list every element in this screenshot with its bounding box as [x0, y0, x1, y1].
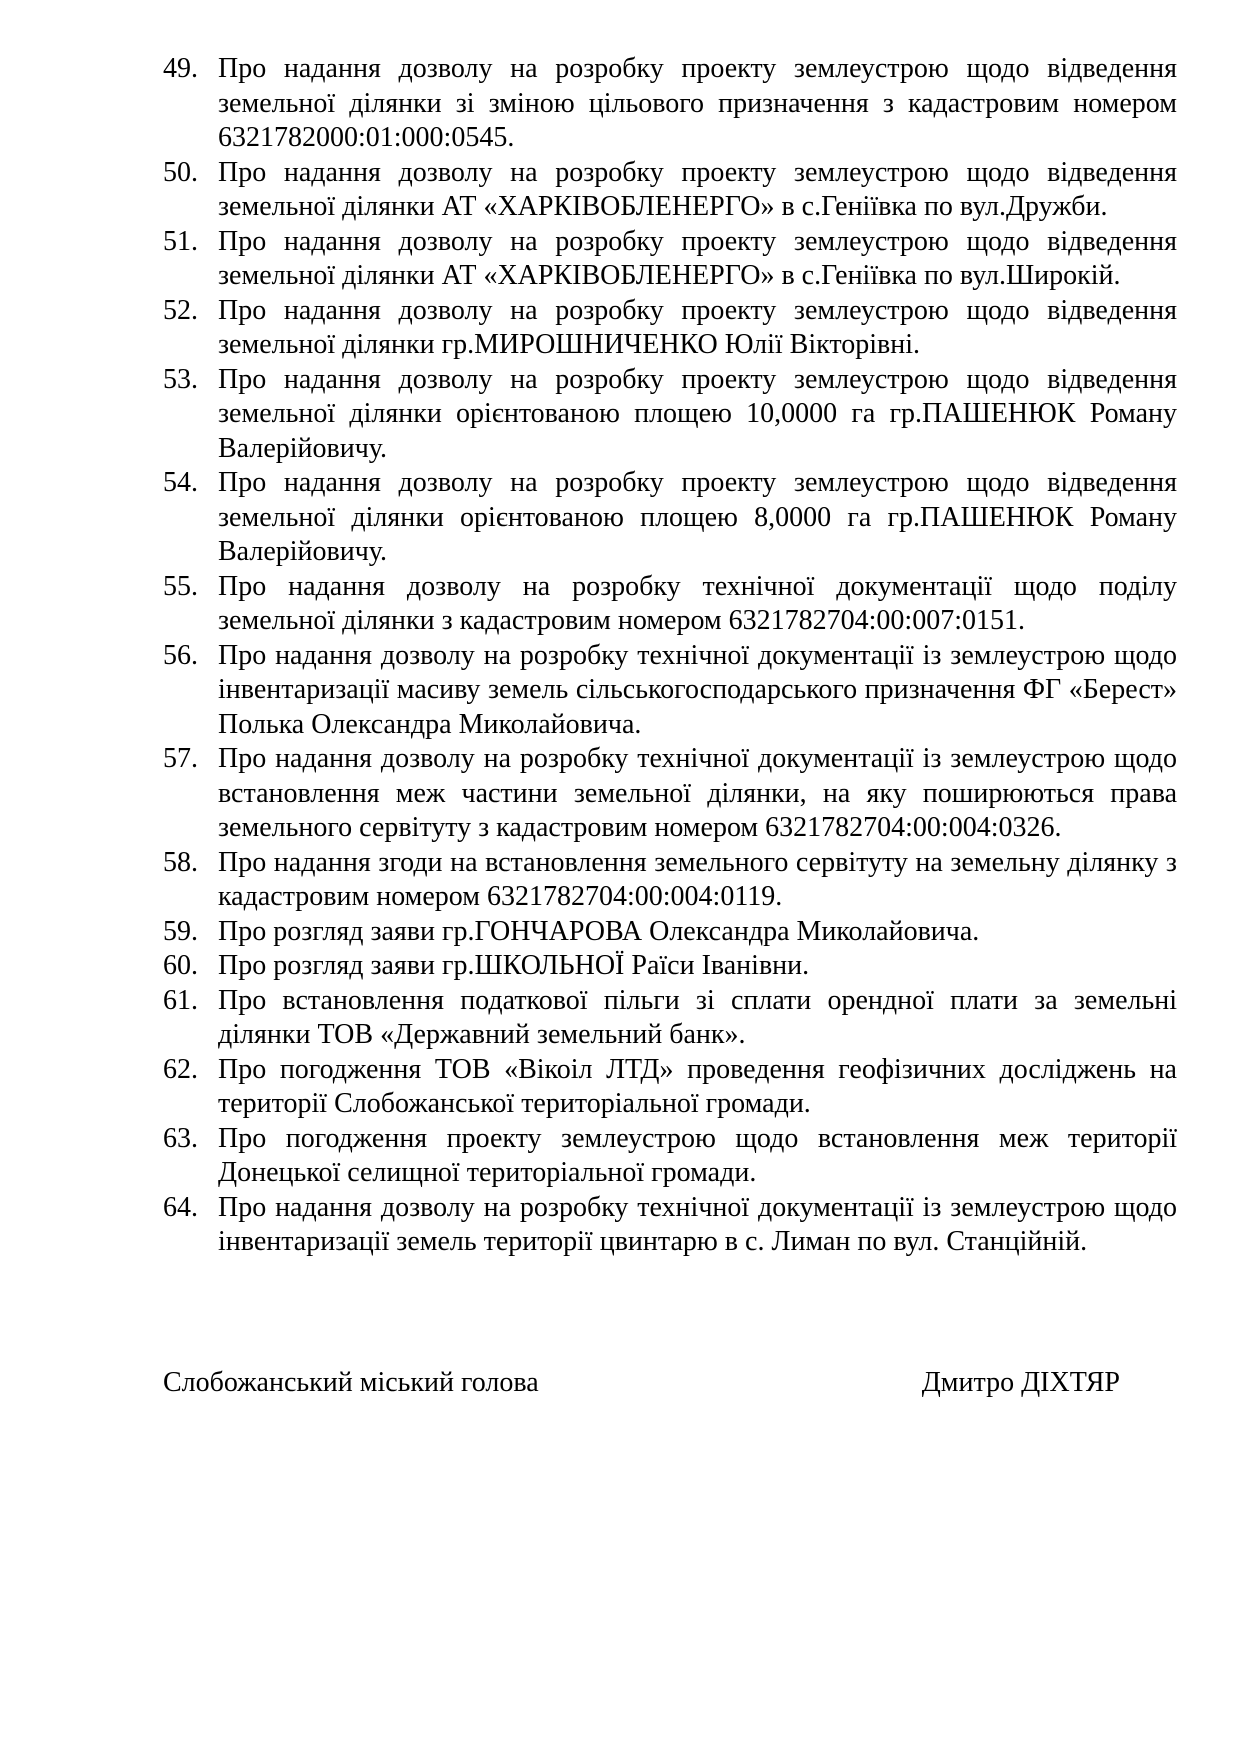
item-text: Про надання дозволу на розробку технічної документації із землеустрою щодо інвентаризації земель території цвинтарю в с. Лиман по вул. Станційній.: [218, 1191, 1177, 1257]
item-text: Про встановлення податкової пільги зі сплати орендної плати за земельні ділянки ТОВ «Державний земельний банк».: [218, 984, 1177, 1050]
item-text: Про надання дозволу на розробку проекту землеустрою щодо відведення земельної ділянки гр.МИРОШНИЧЕНКО Юлії Вікторівні.: [218, 294, 1177, 360]
item-number: 55.: [163, 570, 198, 602]
list-item: [163, 52, 1177, 156]
item-text: Про надання дозволу на розробку технічної документації щодо поділу земельної ділянки з кадастровим номером 6321782704:00:007:0151.: [218, 570, 1177, 636]
item-number: 60.: [163, 950, 198, 981]
signature-name: Дмитро ДІХТЯР: [921, 1366, 1120, 1398]
item-text: Про надання дозволу на розробку проекту землеустрою щодо відведення земельної ділянки орієнтованою площею 10,0000 га гр.ПАШЕНЮК Роману Валерійовичу.: [218, 363, 1177, 464]
item-number: 62.: [163, 1053, 198, 1085]
item-number: 61.: [163, 984, 198, 1016]
item-text: Про надання дозволу на розробку проекту землеустрою щодо відведення земельної ділянки зі зміною цільового призначення з кадастровим номером 6321782000:01:000:0545.: [218, 53, 1177, 153]
list-item: [163, 363, 1177, 467]
item-text: Про розгляд заяви гр.ШКОЛЬНОЇ Раїси Іванівни.: [218, 950, 810, 981]
list-item: [163, 225, 1177, 294]
list-item: [163, 846, 1177, 915]
item-number: 57.: [163, 743, 198, 774]
list-item: [163, 466, 1177, 570]
item-text: Про надання дозволу на розробку технічної документації із землеустрою щодо інвентаризації масиву земель сільськогосподарського призначення ФГ «Берест» Полька Олександра Миколайовича.: [218, 639, 1177, 740]
item-number: 54.: [163, 467, 198, 498]
document-page: [163, 52, 1177, 1400]
list-item: [163, 156, 1177, 225]
item-number: 51.: [163, 225, 198, 257]
item-number: 49.: [163, 53, 198, 84]
list-item: [163, 639, 1177, 743]
list-item: [163, 984, 1177, 1053]
item-number: 53.: [163, 363, 198, 395]
item-text: Про надання згоди на встановлення земельного сервітуту на земельну ділянку з кадастровим номером 6321782704:00:004:0119.: [218, 846, 1177, 912]
signature-position: Слобожанський міський голова: [163, 1366, 539, 1398]
list-item: [163, 570, 1177, 639]
list-item: [163, 294, 1177, 363]
list-item: [163, 742, 1177, 846]
item-text: Про надання дозволу на розробку проекту землеустрою щодо відведення земельної ділянки АТ «ХАРКІВОБЛЕНЕРГО» в с.Геніївка по вул.Широкій.: [218, 225, 1177, 291]
item-number: 64.: [163, 1191, 198, 1223]
item-number: 58.: [163, 846, 198, 878]
list-item: [163, 1122, 1177, 1191]
item-text: Про надання дозволу на розробку проекту землеустрою щодо відведення земельної ділянки АТ «ХАРКІВОБЛЕНЕРГО» в с.Геніївка по вул.Дружби.: [218, 156, 1177, 222]
item-number: 56.: [163, 639, 198, 671]
list-item: [163, 1053, 1177, 1122]
item-number: 59.: [163, 915, 198, 947]
item-number: 52.: [163, 294, 198, 326]
list-item: [163, 1191, 1177, 1260]
agenda-item-list: [163, 52, 1177, 1260]
signature-row: [163, 1366, 1177, 1401]
list-item: [163, 915, 1177, 950]
item-text: Про надання дозволу на розробку проекту землеустрою щодо відведення земельної ділянки орієнтованою площею 8,0000 га гр.ПАШЕНЮК Роману Валерійовичу.: [218, 467, 1177, 567]
item-text: Про надання дозволу на розробку технічної документації із землеустрою щодо встановлення меж частини земельної ділянки, на яку поширюються права земельного сервітуту з кадастровим номером 6321782704:00:004:0326.: [218, 743, 1177, 843]
item-text: Про розгляд заяви гр.ГОНЧАРОВА Олександра Миколайовича.: [218, 915, 980, 947]
item-text: Про погодження проекту землеустрою щодо встановлення меж території Донецької селищної територіальної громади.: [218, 1122, 1177, 1188]
item-number: 50.: [163, 156, 198, 188]
item-number: 63.: [163, 1122, 198, 1154]
item-text: Про погодження ТОВ «Вікоіл ЛТД» проведення геофізичних досліджень на території Слобожанської територіальної громади.: [218, 1053, 1177, 1119]
list-item: [163, 949, 1177, 984]
